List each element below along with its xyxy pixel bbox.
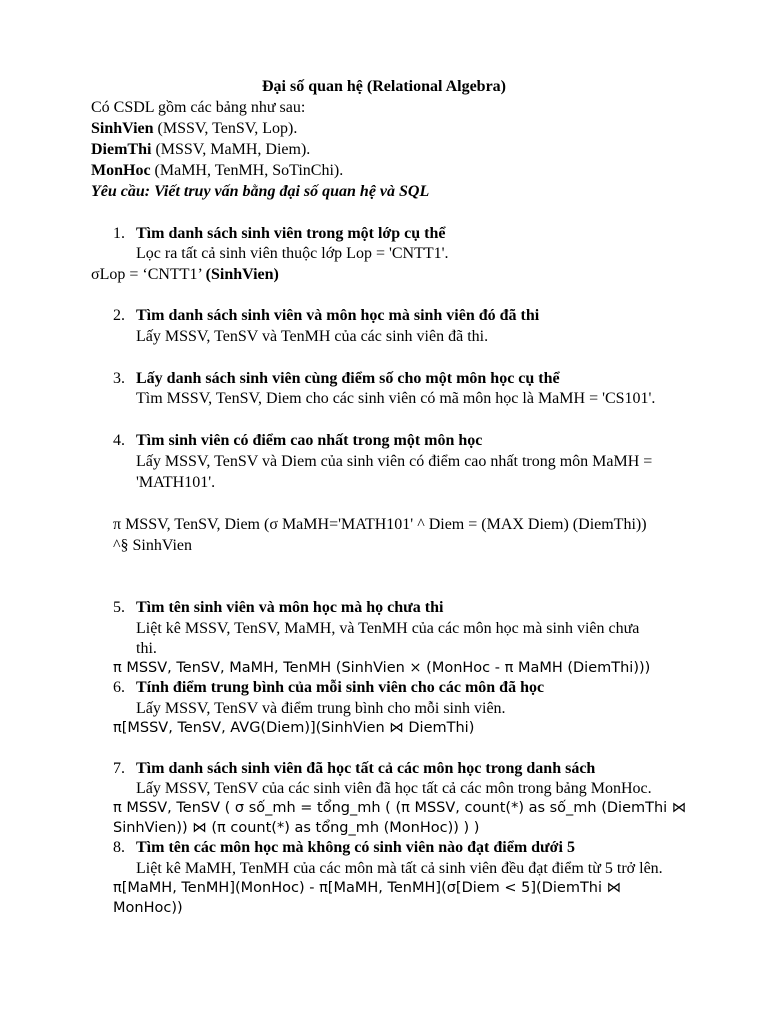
requirement-text: Yêu cầu: Viết truy vấn bằng đại số quan hệ và SQL (91, 183, 430, 200)
relational-expression (91, 265, 279, 285)
item-number: 4. (113, 432, 125, 449)
item-description: Tìm MSSV, TenSV, Diem cho các sinh viên có mã môn học là MaMH = 'CS101'. (136, 390, 656, 407)
relational-expression: MonHoc)) (113, 900, 183, 916)
item-description: Lấy MSSV, TenSV và điểm trung bình cho mỗi sinh viên. (136, 700, 506, 717)
relational-expression: SinhVien)) ⋈ (π count(*) as tổng_mh (MonHoc)) ) ) (113, 820, 480, 836)
item-description: Lấy MSSV, TenSV và TenMH của các sinh viên đã thi. (136, 328, 489, 345)
item-heading: Tìm tên sinh viên và môn học mà họ chưa thi (136, 599, 444, 616)
schema-sinhvien (91, 119, 297, 139)
schema-diemthi (91, 140, 310, 160)
relational-expression: ^§ SinhVien (113, 537, 192, 554)
schema-monhoc (91, 161, 343, 181)
item-number: 2. (113, 307, 125, 324)
item-heading: Tìm sinh viên có điểm cao nhất trong một môn học (136, 432, 483, 449)
item-description: Lấy MSSV, TenSV của các sinh viên đã học tất cả các môn trong bảng MonHoc. (136, 780, 652, 797)
item-heading: Tìm danh sách sinh viên đã học tất cả các môn học trong danh sách (136, 760, 596, 777)
relational-expression: π[MSSV, TenSV, AVG(Diem)](SinhVien ⋈ DiemThi) (113, 720, 475, 736)
table-columns: (MaMH, TenMH, SoTinChi). (150, 162, 344, 179)
relational-expression: π MSSV, TenSV, Diem (σ MaMH='MATH101' ^ Diem = (MAX Diem) (DiemThi)) (113, 516, 647, 533)
item-heading: Tìm danh sách sinh viên trong một lớp cụ thể (136, 225, 446, 242)
item-number: 3. (113, 370, 125, 387)
table-columns: (MSSV, MaMH, Diem). (151, 141, 311, 158)
item-number: 6. (113, 679, 125, 696)
expression-relation: (SinhVien) (205, 266, 279, 283)
item-description: Lọc ra tất cả sinh viên thuộc lớp Lop = 'CNTT1'. (136, 245, 449, 262)
item-heading: Tìm danh sách sinh viên và môn học mà sinh viên đó đã thi (136, 307, 540, 324)
document-title: Đại số quan hệ (Relational Algebra) (261, 78, 506, 95)
item-description: Liệt kê MSSV, TenSV, MaMH, và TenMH của các môn học mà sinh viên chưa (136, 620, 640, 637)
table-columns: (MSSV, TenSV, Lop). (153, 120, 298, 137)
table-name: MonHoc (91, 162, 151, 179)
relational-expression: π MSSV, TenSV ( σ số_mh = tổng_mh ( (π MSSV, count(*) as số_mh (DiemThi ⋈ (113, 800, 687, 816)
item-description: Liệt kê MaMH, TenMH của các môn mà tất cả sinh viên đều đạt điểm từ 5 trở lên. (136, 860, 663, 877)
item-number: 5. (113, 599, 125, 616)
table-name: SinhVien (91, 120, 154, 137)
relational-expression: π MSSV, TenSV, MaMH, TenMH (SinhVien ⨯ (MonHoc - π MaMH (DiemThi))) (113, 660, 651, 676)
item-number: 8. (113, 839, 125, 856)
item-description: 'MATH101'. (136, 474, 216, 491)
item-description: Lấy MSSV, TenSV và Diem của sinh viên có điểm cao nhất trong môn MaMH = (136, 453, 653, 470)
item-heading: Lấy danh sách sinh viên cùng điểm số cho một môn học cụ thể (136, 370, 560, 387)
item-number: 7. (113, 760, 125, 777)
item-heading: Tìm tên các môn học mà không có sinh viên nào đạt điểm dưới 5 (136, 839, 575, 856)
item-number: 1. (113, 225, 125, 242)
intro-text: Có CSDL gồm các bảng như sau: (91, 99, 306, 116)
relational-expression: π[MaMH, TenMH](MonHoc) - π[MaMH, TenMH](σ[Diem < 5](DiemThi ⋈ (113, 880, 622, 896)
item-description: thi. (136, 640, 157, 657)
item-heading: Tính điểm trung bình của mỗi sinh viên cho các môn đã học (136, 679, 545, 696)
expression-text: σLop = ‘CNTT1’ (91, 266, 206, 283)
table-name: DiemThi (91, 141, 152, 158)
